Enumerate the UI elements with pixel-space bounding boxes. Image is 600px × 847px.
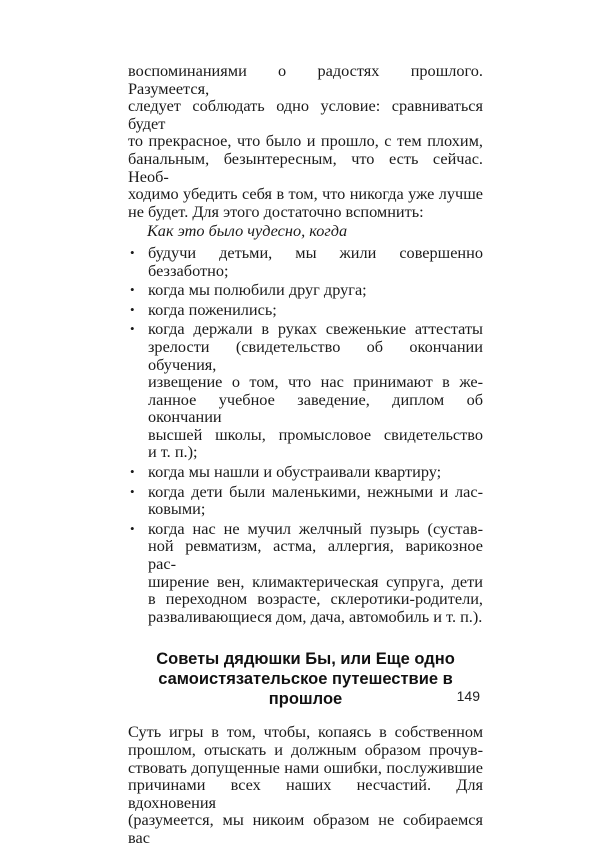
list-item-line: когда дети были маленькими, нежными и лас- [148, 481, 483, 501]
list-item-line: извещение о том, что нас принимают в же- [148, 372, 483, 392]
bullet-icon: • [130, 321, 135, 337]
list-item-line: разваливающиеся дом, дача, автомобиль и т. п.). [148, 606, 483, 626]
list-item-line: и т. п.); [148, 442, 198, 462]
body-line: Суть игры в том, чтобы, копаясь в собственном [128, 722, 483, 742]
body-line: (разумеется, мы никоим образом не собираемся вас [128, 810, 483, 847]
list-item [128, 520, 483, 626]
list-item [128, 483, 483, 518]
list-item [128, 463, 483, 481]
page-content [128, 62, 483, 847]
list-item-line: ковыми; [148, 499, 206, 519]
bullet-icon: • [130, 520, 135, 536]
intro-line: следует соблюдать одно условие: сравниваться будет [128, 96, 483, 133]
list-item-line: ширение вен, климактерическая супруга, дети [148, 571, 483, 591]
bullet-icon: • [130, 244, 135, 260]
intro-line: не будет. Для этого достаточно вспомнить: [128, 201, 424, 221]
list-item-line: в переходном возрасте, склеротики-родители, [148, 589, 483, 609]
list-item-line: будучи детьми, мы жили совершенно беззаботно; [148, 242, 483, 280]
list-item-line: когда поженились; [148, 299, 277, 319]
bullet-icon: • [130, 464, 135, 480]
list-item-line: когда держали в руках свеженькие аттестаты [148, 319, 483, 339]
list-item [128, 281, 483, 299]
list-item-line: высшей школы, промысловое свидетельство [148, 424, 483, 444]
intro-line: воспоминаниями о радостях прошлого. Разумеется, [128, 61, 483, 98]
list-item-line: когда мы нашли и обустраивали квартиру; [148, 462, 442, 482]
intro-line: то прекрасное, что было и прошло, с тем плохим, [128, 131, 483, 151]
list-item [128, 320, 483, 461]
body-paragraph [128, 723, 483, 846]
intro-paragraph [128, 62, 483, 220]
bullet-icon: • [130, 483, 135, 499]
list-item [128, 244, 483, 279]
page-number: 149 [456, 688, 480, 704]
list-item-line: когда нас не мучил желчный пузырь (сустав- [148, 518, 483, 538]
list-item [128, 301, 483, 319]
bullet-list [128, 244, 483, 625]
body-line: прошлом, отыскать и должным образом прочув- [128, 740, 483, 759]
bullet-icon: • [130, 301, 135, 317]
intro-line: банальным, безынтересным, что есть сейчас. Необ- [128, 148, 483, 186]
body-line: причинами всех наших несчастий. Для вдохновения [128, 775, 483, 812]
body-line: ствовать допущенные нами ошибки, послужившие [128, 757, 483, 777]
heading-line: Советы дядюшки Бы, или Еще одно [156, 650, 455, 669]
list-item-line: зрелости (свидетельство об окончании обучения, [148, 336, 483, 374]
list-item-line: когда мы полюбили друг друга; [148, 280, 367, 300]
heading-line: самоистязательское путешествие в прошлое [158, 670, 453, 709]
list-item-line: ной ревматизм, астма, аллергия, варикозное рас- [148, 536, 483, 574]
list-lead-in: Как это было чудесно, когда [147, 221, 348, 241]
list-item-line: ланное учебное заведение, диплом об окончании [148, 389, 483, 427]
bullet-icon: • [130, 282, 135, 298]
intro-line: ходимо убедить себя в том, что никогда уже лучше [128, 184, 483, 204]
